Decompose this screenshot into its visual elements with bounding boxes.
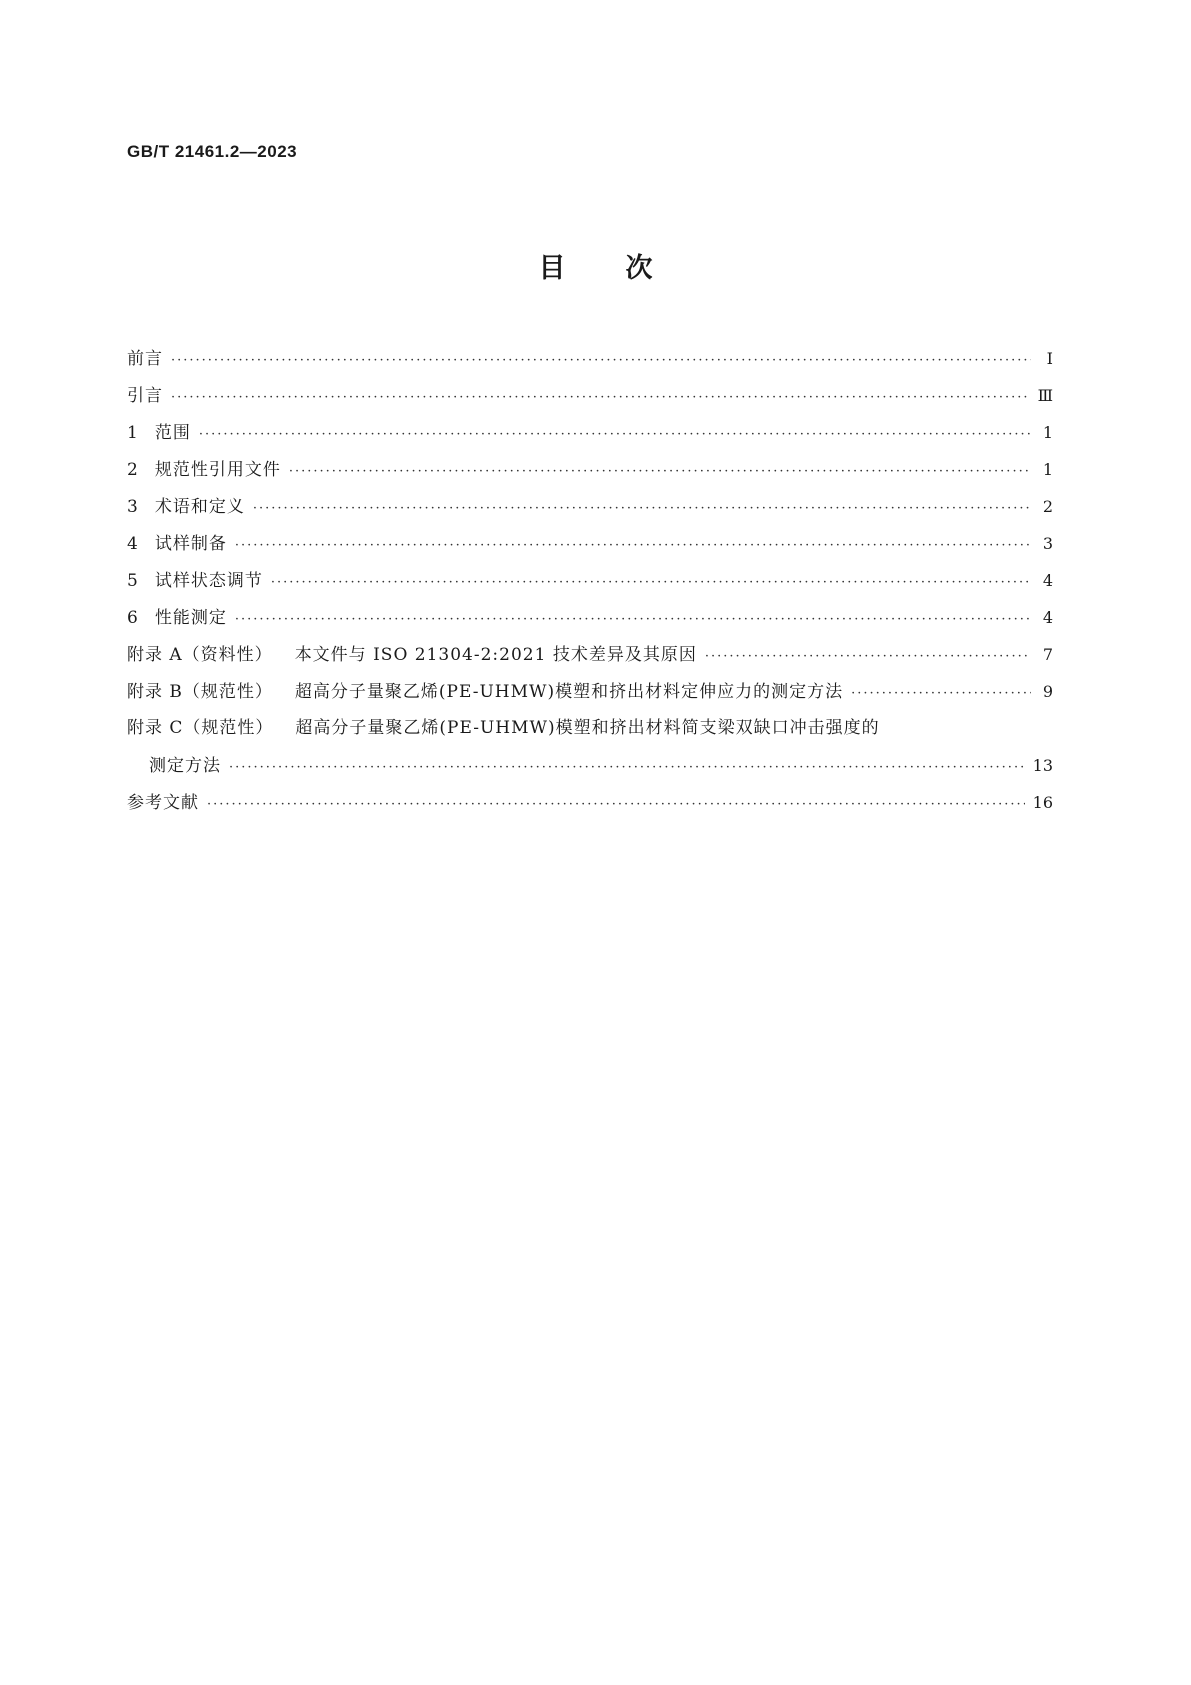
toc-annex-tag: 附录 A（资料性） bbox=[127, 645, 273, 665]
standard-code: GB/T 21461.2—2023 bbox=[127, 142, 298, 161]
toc-leader-dots bbox=[207, 786, 1025, 823]
toc-entry-label bbox=[127, 637, 697, 674]
toc-entry-label: 前言 bbox=[127, 349, 163, 369]
toc-entry-text: 超高分子量聚乙烯(PE-UHMW)模塑和挤出材料定伸应力的测定方法 bbox=[294, 682, 844, 702]
toc-entry-label bbox=[127, 674, 843, 711]
toc-entry-number: 6 bbox=[127, 608, 139, 628]
toc-entry-text: 本文件与 ISO 21304-2:2021 技术差异及其原因 bbox=[294, 645, 697, 665]
toc-entry-5[interactable] bbox=[127, 562, 1053, 599]
toc-page-number: 1 bbox=[1042, 423, 1053, 442]
toc-leader-dots bbox=[253, 490, 1031, 527]
toc-page-number: 7 bbox=[1042, 645, 1053, 664]
toc-entry-text: 试样状态调节 bbox=[154, 571, 263, 591]
toc-entry-number: 4 bbox=[127, 534, 139, 554]
toc-leader-dots bbox=[171, 342, 1031, 379]
toc-page-number: Ⅲ bbox=[1037, 386, 1053, 405]
toc-leader-dots bbox=[271, 564, 1031, 601]
toc-page-number: 4 bbox=[1042, 608, 1053, 627]
toc-entry-label bbox=[127, 526, 227, 563]
toc-page-number: 1 bbox=[1042, 460, 1053, 479]
toc-entry-text: 规范性引用文件 bbox=[154, 460, 281, 480]
toc-entry-label bbox=[127, 452, 281, 489]
toc-leader-dots bbox=[199, 416, 1031, 453]
toc-entry-text: 性能测定 bbox=[154, 608, 227, 628]
toc-entry-4[interactable] bbox=[127, 525, 1053, 562]
toc-annex-tag: 附录 B（规范性） bbox=[127, 682, 273, 702]
toc-entry-introduction[interactable] bbox=[127, 377, 1053, 414]
toc-page-number: 2 bbox=[1042, 497, 1053, 516]
toc-entry-label bbox=[127, 489, 245, 526]
toc-page-number: 3 bbox=[1042, 534, 1053, 553]
toc-entry-annex-b[interactable] bbox=[127, 673, 1053, 710]
toc-entry-label: 引言 bbox=[127, 386, 163, 406]
toc-entry-1[interactable] bbox=[127, 414, 1053, 451]
toc-entry-foreword[interactable] bbox=[127, 340, 1053, 377]
toc-entry-number: 2 bbox=[127, 460, 139, 480]
toc-entry-label: 测定方法 bbox=[149, 756, 221, 776]
toc-entry-references[interactable] bbox=[127, 784, 1053, 821]
toc-page-number: Ⅰ bbox=[1046, 349, 1053, 368]
toc-entry-number: 3 bbox=[127, 497, 139, 517]
toc-entry-label bbox=[127, 563, 263, 600]
toc-page-number: 9 bbox=[1042, 682, 1053, 701]
toc-leader-dots bbox=[289, 453, 1031, 490]
page-title: 目次 bbox=[538, 253, 713, 284]
toc-leader-dots bbox=[851, 675, 1031, 712]
toc-annex-tag: 附录 C（规范性） bbox=[127, 718, 274, 738]
toc-entry-annex-a[interactable] bbox=[127, 636, 1053, 673]
toc-entry-number: 1 bbox=[127, 423, 139, 443]
toc-entry-label: 参考文献 bbox=[127, 793, 199, 813]
table-of-contents bbox=[127, 340, 1053, 821]
toc-entry-annex-c-continuation[interactable] bbox=[127, 747, 1053, 784]
toc-entry-number: 5 bbox=[127, 571, 139, 591]
toc-entry-2[interactable] bbox=[127, 451, 1053, 488]
toc-leader-dots bbox=[705, 638, 1031, 675]
toc-page-number: 13 bbox=[1032, 756, 1053, 775]
toc-entry-6[interactable] bbox=[127, 599, 1053, 636]
toc-entry-text: 超高分子量聚乙烯(PE-UHMW)模塑和挤出材料简支梁双缺口冲击强度的 bbox=[295, 718, 880, 738]
toc-leader-dots bbox=[235, 527, 1031, 564]
toc-entry-label bbox=[127, 710, 880, 747]
toc-entry-text: 术语和定义 bbox=[154, 497, 245, 517]
toc-entry-label bbox=[127, 415, 191, 452]
toc-entry-label bbox=[127, 600, 227, 637]
toc-leader-dots bbox=[229, 749, 1025, 786]
toc-leader-dots bbox=[235, 601, 1031, 638]
toc-leader-dots bbox=[171, 379, 1030, 416]
toc-entry-text: 范围 bbox=[154, 423, 191, 443]
toc-page-number: 4 bbox=[1042, 571, 1053, 590]
toc-page-number: 16 bbox=[1032, 793, 1053, 812]
toc-entry-3[interactable] bbox=[127, 488, 1053, 525]
toc-entry-text: 试样制备 bbox=[154, 534, 227, 554]
toc-entry-annex-c[interactable] bbox=[127, 710, 1053, 747]
